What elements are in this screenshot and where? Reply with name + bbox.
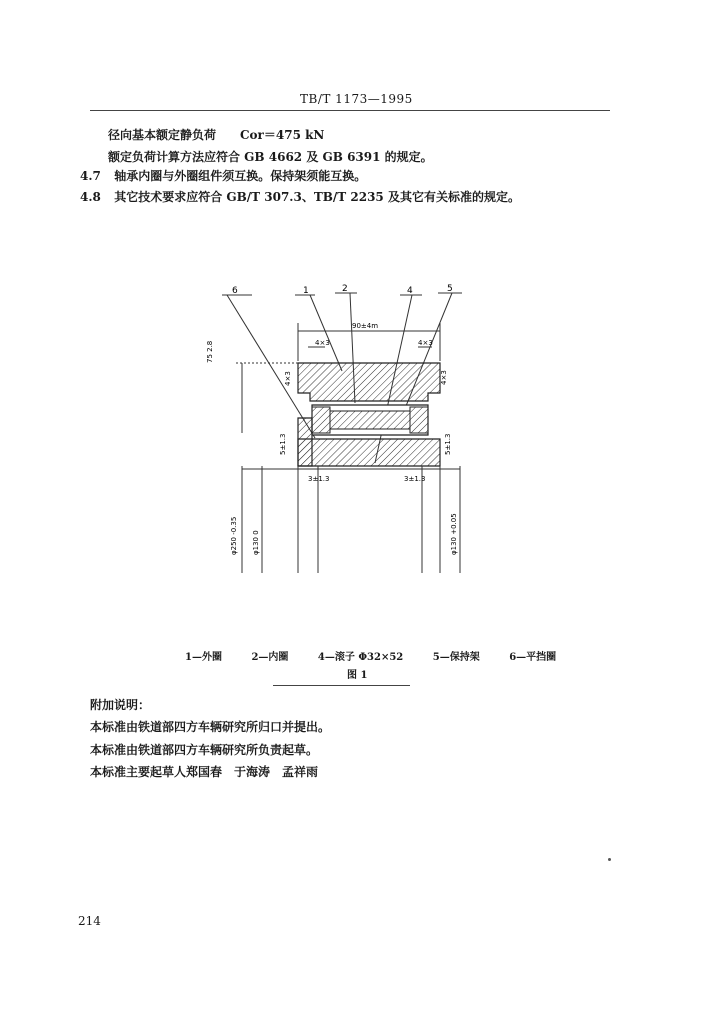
scan-mark <box>608 858 611 861</box>
page-header: TB/T 1173—1995 <box>300 92 413 106</box>
caption-item: 6—平挡圈 <box>509 652 557 663</box>
clause-4-7 <box>80 167 366 184</box>
clause-number: 4.8 <box>80 190 101 204</box>
bearing-cross-section-figure <box>200 283 470 593</box>
body-line <box>108 148 433 165</box>
dim-left-height: 5±1.3 <box>279 433 287 455</box>
dim-diameter-right: φ130 +0.05 <box>450 513 458 555</box>
outer-ring-section <box>298 363 440 401</box>
figure-label: 图 1 <box>347 670 368 681</box>
dim-left-small: 4×3 <box>284 371 292 386</box>
callout-6: 6 <box>232 286 238 296</box>
notes-heading: 附加说明： <box>90 698 151 712</box>
header-rule <box>90 110 610 111</box>
clause-text: 其它技术要求应符合 GB/T 307.3、TB/T 2235 及其它有关标准的规定。 <box>114 190 520 204</box>
caption-item: 1—外圈 <box>185 652 222 663</box>
dim-left-vertical-top: 75 2.8 <box>206 340 214 363</box>
dim-diameter-left-outer: φ250 -0.35 <box>230 516 238 555</box>
dim-bottom-right: 3±1.3 <box>404 475 426 483</box>
figure-caption <box>185 648 582 663</box>
roller-body <box>330 411 410 429</box>
page-number: 214 <box>78 914 101 928</box>
clause-4-8 <box>80 188 520 205</box>
dim-bottom-left: 3±1.3 <box>308 475 330 483</box>
note-line: 本标准由铁道部四方车辆研究所负责起草。 <box>90 743 319 757</box>
caption-item: 5—保持架 <box>432 652 480 663</box>
dim-diameter-left-inner: φ130 0 <box>252 530 260 555</box>
callout-4: 4 <box>407 286 413 296</box>
dim-right-height: 5±1.3 <box>444 433 452 455</box>
callout-2: 2 <box>342 284 348 294</box>
callout-5: 5 <box>447 284 453 294</box>
clause-number: 4.7 <box>80 169 101 183</box>
note-line: 本标准由铁道部四方车辆研究所归口并提出。 <box>90 720 331 734</box>
dim-left-chamfer: 4×3 <box>315 339 330 347</box>
note-line: 本标准主要起草人郑国春 于海涛 孟祥雨 <box>90 765 319 779</box>
dim-width-top: 90±4m <box>352 322 379 330</box>
inner-ring-section <box>298 439 440 466</box>
leader-line <box>310 295 342 371</box>
caption-item: 4—滚子 Φ32×52 <box>317 652 404 663</box>
body-line-text: 额定负荷计算方法应符合 GB 4662 及 GB 6391 的规定。 <box>108 150 433 164</box>
body-line <box>108 126 324 143</box>
body-line-text: 径向基本额定静负荷 Cor＝475 kN <box>108 128 325 142</box>
caption-item: 2—内圈 <box>251 652 289 663</box>
callout-1: 1 <box>303 286 309 296</box>
dim-right-small: 4×3 <box>440 370 448 385</box>
clause-text: 轴承内圈与外圈组件须互换。保持架须能互换。 <box>114 169 367 183</box>
flat-rib-ring-section <box>298 418 312 466</box>
end-rule <box>273 685 410 686</box>
dim-right-chamfer: 4×3 <box>418 339 433 347</box>
